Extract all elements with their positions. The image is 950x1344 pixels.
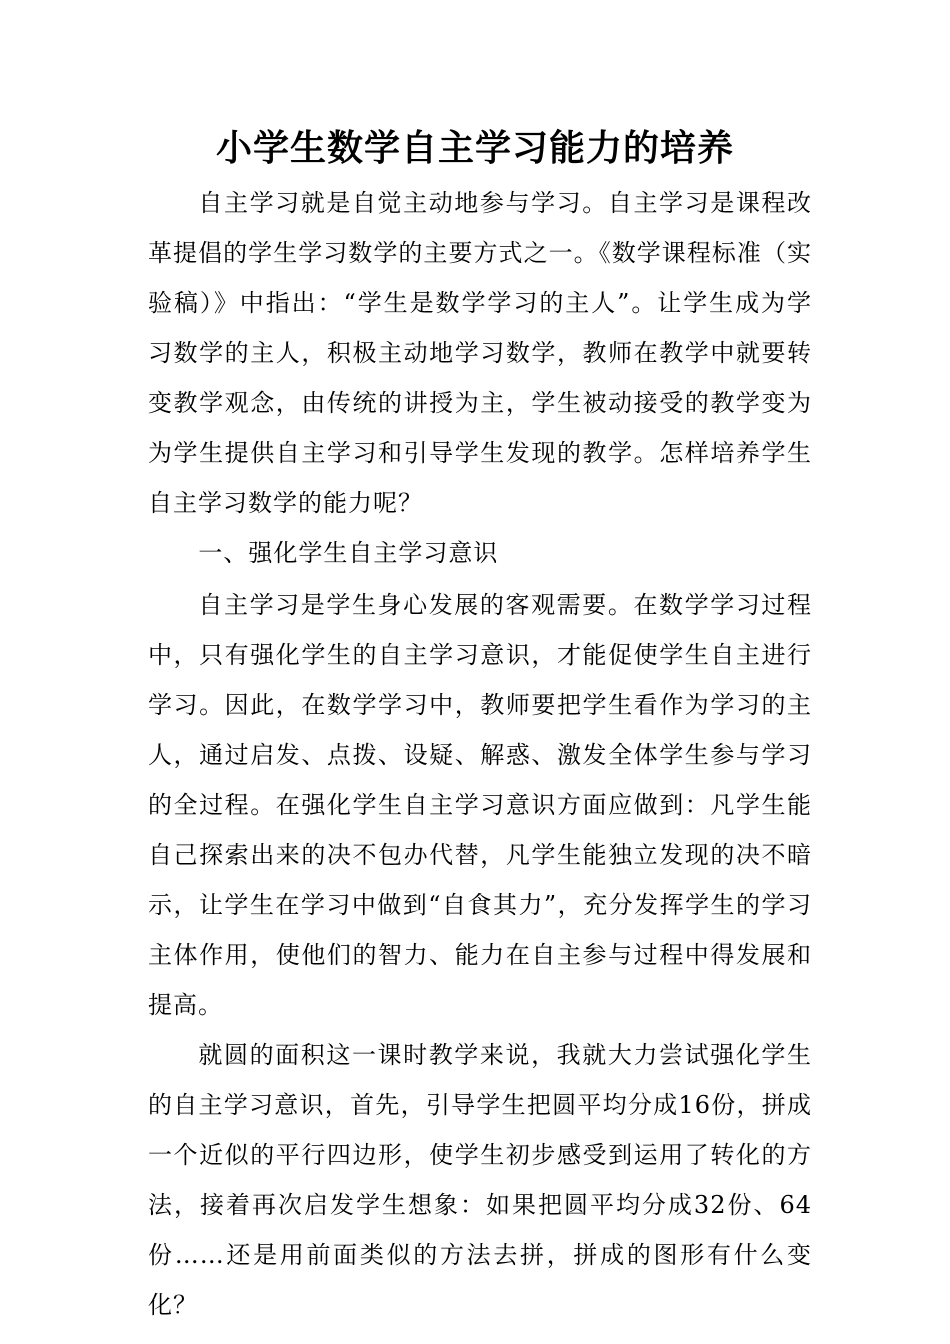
paragraph-example: 就圆的面积这一课时教学来说，我就大力尝试强化学生的自主学习意识，首先，引导学生把圆平均分成16份，拼成一个近似的平行四边形，使学生初步感受到运用了转化的方法，接着再次启发学生想象：如果把圆平均分成32份、64份……还是用前面类似的方法去拼，拼成的图形有什么变化？: [148, 1041, 812, 1319]
section-heading-1: 一、强化学生自主学习意识: [198, 539, 499, 567]
paragraph-section-1: 自主学习是学生身心发展的客观需要。在数学学习过程中，只有强化学生的自主学习意识，才能促使学生自主进行学习。因此，在数学学习中，教师要把学生看作为学习的主人，通过启发、点拨、设疑、解惑、激发全体学生参与学习的全过程。在强化学生自主学习意识方面应做到：凡学生能自己探索出来的决不包办代替，凡学生能独立发现的决不暗示，让学生在学习中做到“自食其力”，充分发挥学生的学习主体作用，使他们的智力、能力在自主参与过程中得发展和提高。: [148, 591, 812, 1019]
page-title: 小学生数学自主学习能力的培养: [215, 127, 734, 169]
document-body: [148, 178, 812, 1330]
paragraph-intro: 自主学习就是自觉主动地参与学习。自主学习是课程改革提倡的学生学习数学的主要方式之一。《数学课程标准（实验稿）》中指出：“学生是数学学习的主人”。让学生成为学习数学的主人，积极主动地学习数学，教师在教学中就要转变教学观念，由传统的讲授为主，学生被动接受的教学变为为学生提供自主学习和引导学生发现的教学。怎样培养学生自主学习数学的能力呢？: [148, 189, 812, 517]
